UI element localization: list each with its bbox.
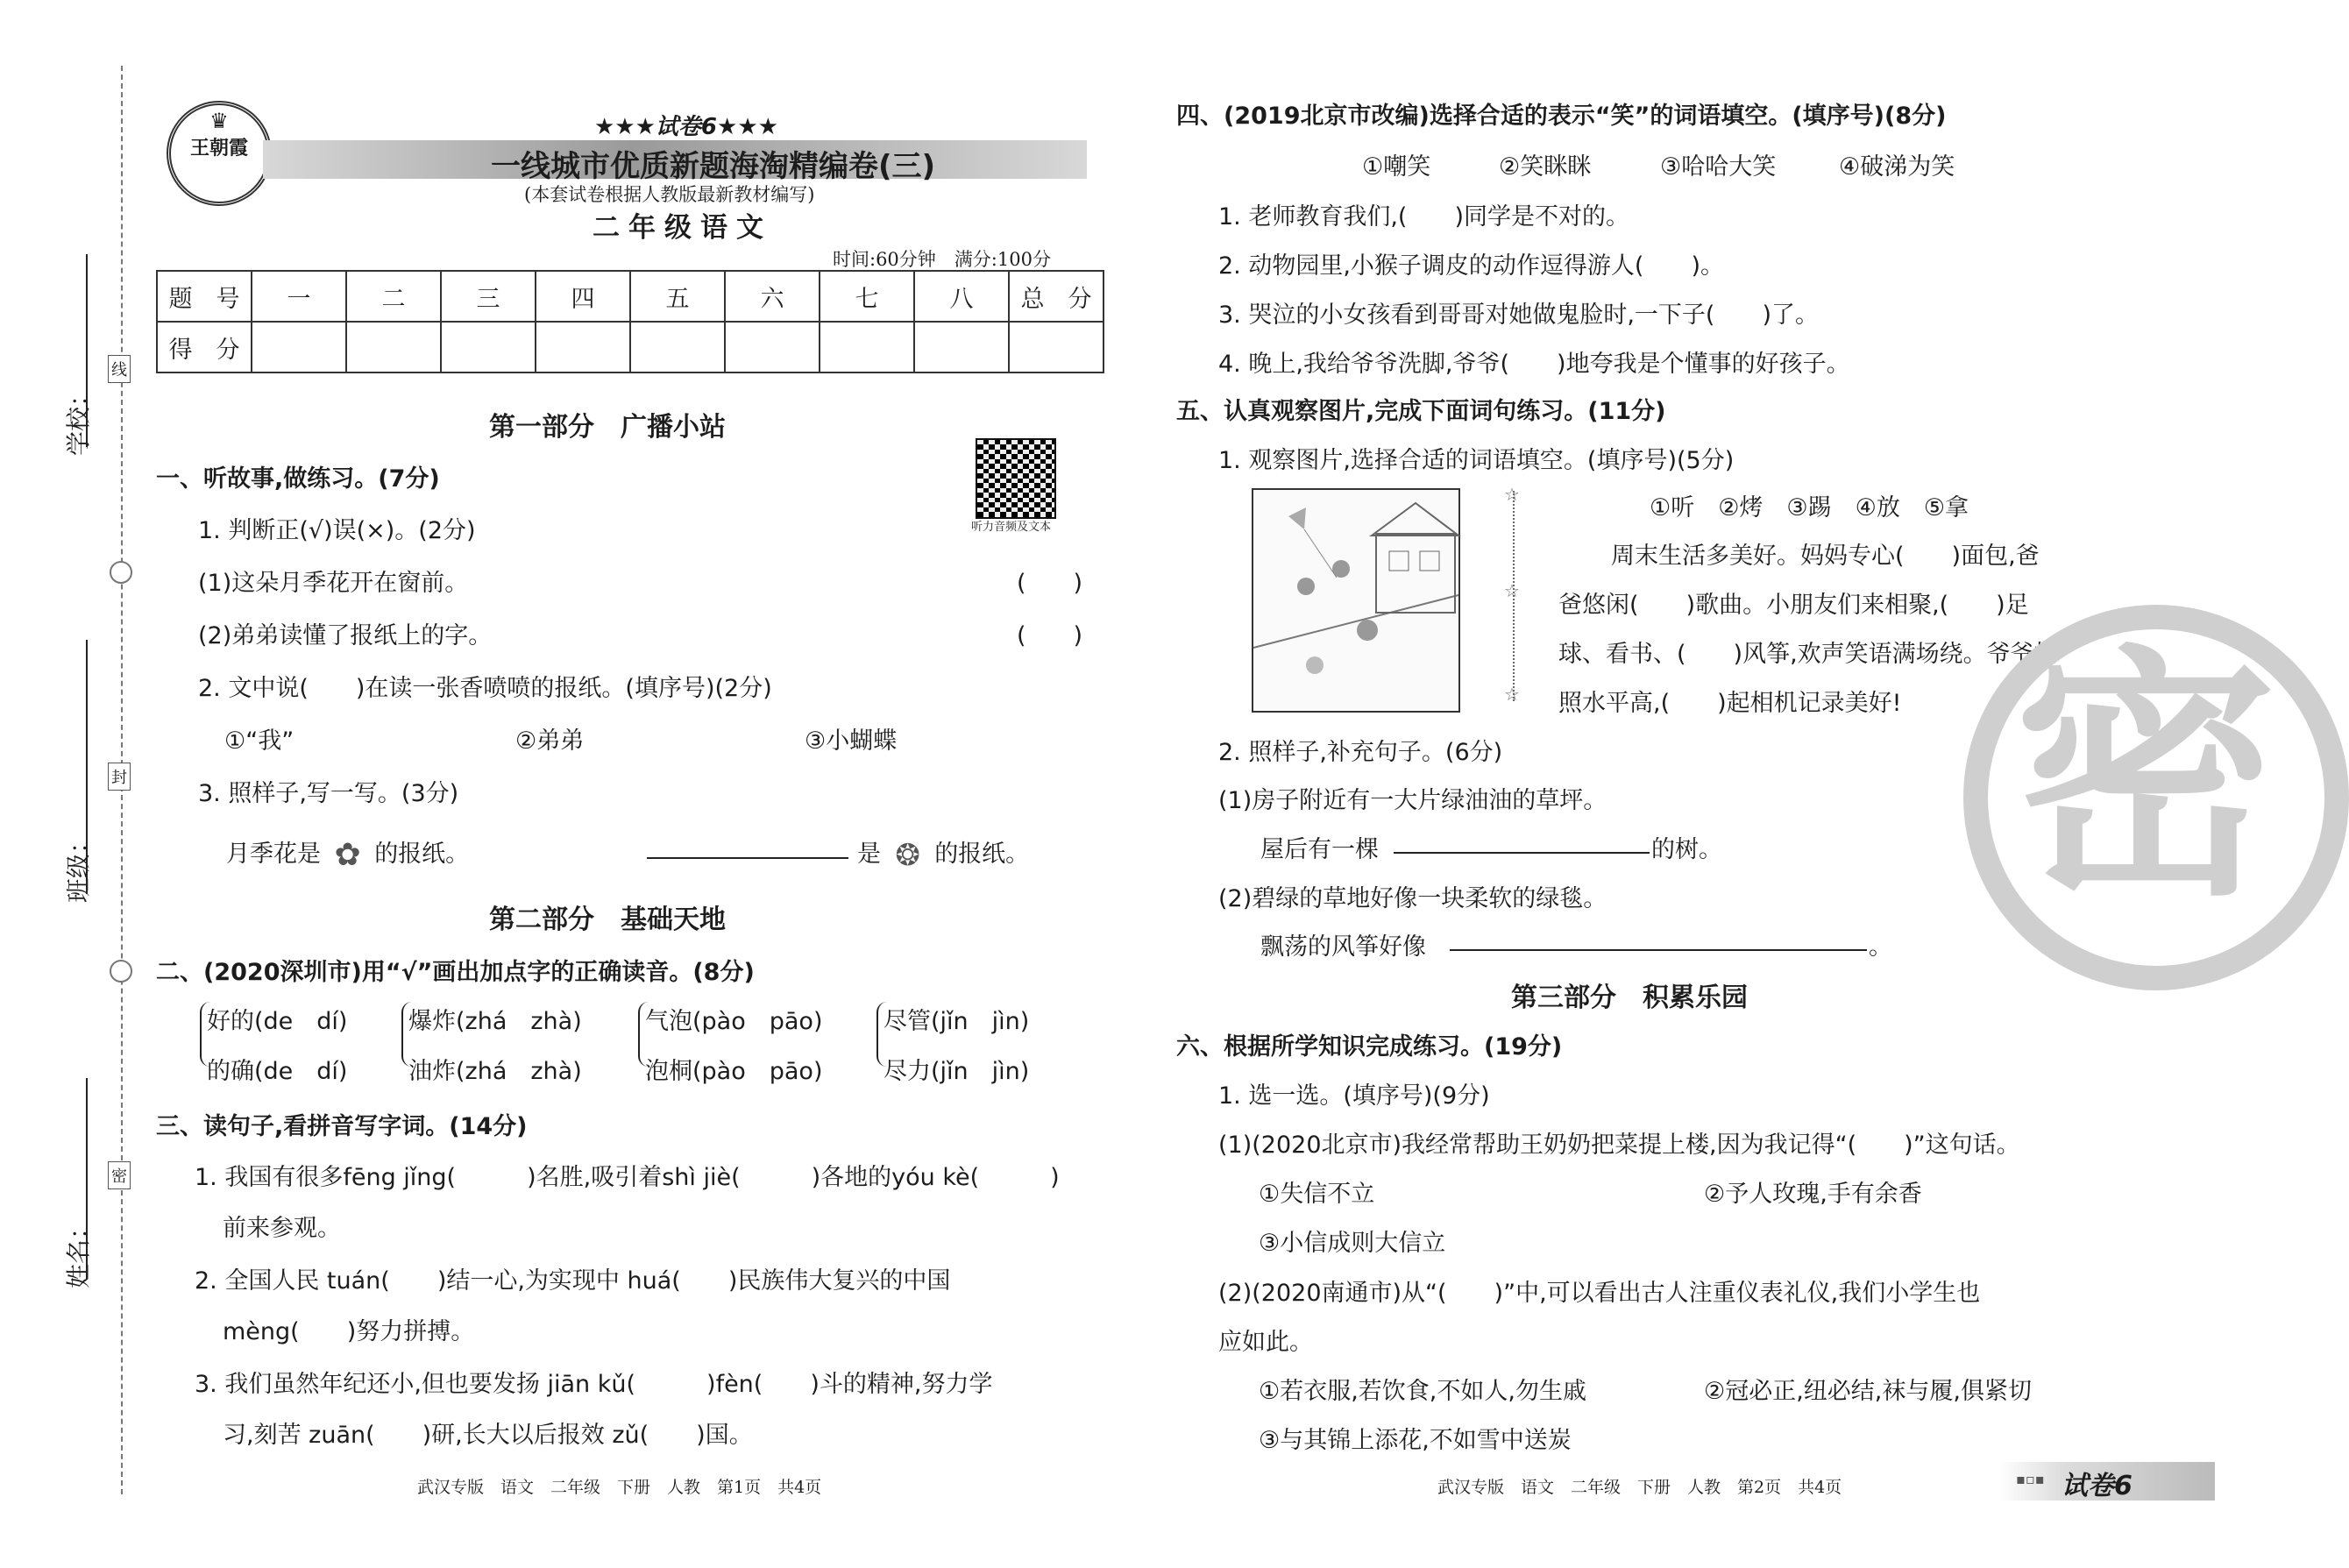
score-blank[interactable] xyxy=(441,322,536,372)
corner-squares-icon: ▪▫▪ xyxy=(2016,1471,2045,1487)
subject-title: 二年级语文 xyxy=(593,212,772,244)
q1-2-option: ①“我” xyxy=(224,727,295,755)
q1-heading: 一、听故事,做练习。(7分) xyxy=(156,465,440,493)
score-blank[interactable] xyxy=(820,322,914,372)
q5-1-passage[interactable]: 球、看书、( )风筝,欢声笑语满场绕。爷爷拍 xyxy=(1558,641,2058,668)
weekend-scene-illustration xyxy=(1252,488,1460,713)
q1-1b: (2)弟弟读懂了报纸上的字。 xyxy=(198,622,493,649)
confidential-watermark xyxy=(1963,605,2349,990)
q5-1: 1. 观察图片,选择合适的词语填空。(填序号)(5分) xyxy=(1218,447,1735,474)
star-icon: ☆ xyxy=(1504,580,1520,601)
binding-hole-icon xyxy=(110,960,132,983)
q6-1-1-option: ①失信不立 xyxy=(1259,1181,1375,1208)
q5-2a-blank[interactable] xyxy=(1394,852,1650,854)
class-label: 班级： xyxy=(64,828,93,903)
q4-option: ①嘲笑 xyxy=(1362,153,1431,181)
q4-3[interactable]: 3. 哭泣的小女孩看到哥哥对她做鬼脸时,一下子( )了。 xyxy=(1218,302,1819,329)
q4-option: ②笑眯眯 xyxy=(1499,153,1592,181)
frog-icon: ❂ xyxy=(895,837,920,873)
score-row-label: 得 分 xyxy=(157,322,252,372)
score-blank[interactable] xyxy=(630,322,725,372)
q4-2[interactable]: 2. 动物园里,小猴子调皮的动作逗得游人( )。 xyxy=(1218,252,1724,280)
score-cell: 四 xyxy=(536,271,630,322)
score-blank[interactable] xyxy=(725,322,820,372)
q5-1-passage[interactable]: 照水平高,( )起相机记录美好! xyxy=(1558,690,1902,717)
q3-2b[interactable]: mèng( )努力拼搏。 xyxy=(223,1318,475,1345)
binding-hole-icon xyxy=(110,561,132,584)
q6-1-2-option: ②冠必正,纽必结,袜与履,俱紧切 xyxy=(1704,1378,2032,1405)
q6-1: 1. 选一选。(填序号)(9分) xyxy=(1218,1082,1490,1110)
paper-badge: ★★★试卷6★★★ xyxy=(594,114,778,140)
q1-3-example xyxy=(226,834,469,875)
part2-heading: 第二部分 基础天地 xyxy=(489,905,726,935)
q6-1-2b: 应如此。 xyxy=(1218,1329,1313,1356)
qr-caption: 听力音频及文本 xyxy=(971,521,1052,534)
q4-heading: 四、(2019北京市改编)选择合适的表示“笑”的词语填空。(填序号)(8分) xyxy=(1176,103,1947,130)
score-blank[interactable] xyxy=(536,322,630,372)
score-blank[interactable] xyxy=(252,322,346,372)
q5-2b-fill-end: 。 xyxy=(1869,933,1892,961)
q6-1-1[interactable]: (1)(2020北京市)我经常帮助王奶奶把菜提上楼,因为我记得“( )”这句话。 xyxy=(1218,1132,2020,1159)
q2-item[interactable]: 尽管(jǐn jìn) xyxy=(884,1008,1030,1035)
q5-2a: (1)房子附近有一大片绿油油的草坪。 xyxy=(1218,787,1607,814)
score-cell: 三 xyxy=(441,271,536,322)
score-cell: 七 xyxy=(820,271,914,322)
score-cell: 二 xyxy=(346,271,441,322)
paper-note: (本套试卷根据人教版最新教材编写) xyxy=(524,184,815,205)
class-underline xyxy=(86,640,88,894)
logo-text: 王朝霞 xyxy=(189,138,248,160)
score-cell: 六 xyxy=(725,271,820,322)
q6-1-2-option: ③与其锦上添花,不如雪中送炭 xyxy=(1259,1427,1572,1454)
weekend-scene-drawing xyxy=(1253,490,1458,711)
left-footer: 武汉专版 语文 二年级 下册 人教 第1页 共4页 xyxy=(417,1478,822,1497)
q5-1-passage[interactable]: 爸悠闲( )歌曲。小朋友们来相聚,( )足 xyxy=(1558,592,2029,619)
q1-1: 1. 判断正(√)误(×)。(2分) xyxy=(198,517,476,544)
q6-1-2a[interactable]: (2)(2020南通市)从“( )”中,可以看出古人注重仪表礼仪,我们小学生也 xyxy=(1218,1280,1981,1307)
paper-title: 一线城市优质新题海淘精编卷(三) xyxy=(491,149,936,184)
watermark-char: 密 xyxy=(2014,625,2277,931)
q3-1a[interactable]: 1. 我国有很多fēng jǐng( )名胜,吸引着shì jiè( )各地的yóu kè( ) xyxy=(195,1164,1060,1191)
score-blank[interactable] xyxy=(914,322,1009,372)
score-cell: 五 xyxy=(630,271,725,322)
q2-item[interactable]: 泡桐(pào pāo) xyxy=(645,1058,823,1085)
q1-2-option: ③小蝴蝶 xyxy=(805,727,898,755)
q1-3-text: 是 xyxy=(857,841,881,868)
q6-1-2-option: ①若衣服,若饮食,不如人,勿生戚 xyxy=(1259,1378,1586,1405)
score-blank[interactable] xyxy=(1009,322,1104,372)
flower-icon: ✿ xyxy=(334,836,361,873)
school-label: 学校： xyxy=(64,381,93,456)
q4-option: ③哈哈大笑 xyxy=(1660,153,1777,181)
q5-heading: 五、认真观察图片,完成下面词句练习。(11分) xyxy=(1176,398,1666,425)
q3-3a[interactable]: 3. 我们虽然年纪还小,但也要发扬 jiān kǔ( )fèn( )斗的精神,努力学 xyxy=(195,1371,993,1398)
q1-3-fill xyxy=(857,834,1029,875)
score-blank[interactable] xyxy=(346,322,441,372)
q2-item[interactable]: 气泡(pào pāo) xyxy=(645,1008,823,1035)
q1-3-answer-blank[interactable] xyxy=(647,857,848,859)
seal-mark-feng: 封 xyxy=(108,763,131,791)
star-icon: ☆ xyxy=(1504,484,1520,505)
score-table-header-row xyxy=(157,271,1104,322)
q5-2a-fill-end: 的树。 xyxy=(1651,836,1722,863)
q2-item[interactable]: 油炸(zhá zhà) xyxy=(408,1058,582,1085)
q4-4[interactable]: 4. 晚上,我给爷爷洗脚,爷爷( )地夸我是个懂事的好孩子。 xyxy=(1218,351,1850,378)
q6-heading: 六、根据所学知识完成练习。(19分) xyxy=(1176,1033,1563,1061)
q2-item[interactable]: 的确(de dí) xyxy=(207,1058,348,1085)
school-underline xyxy=(86,254,88,447)
q1-2: 2. 文中说( )在读一张香喷喷的报纸。(填序号)(2分) xyxy=(198,675,772,702)
q2-item[interactable]: 爆炸(zhá zhà) xyxy=(408,1008,582,1035)
q1-3-text: 月季花是 xyxy=(226,841,321,868)
logo-crown-icon: ♛ xyxy=(209,109,229,133)
q4-1[interactable]: 1. 老师教育我们,( )同学是不对的。 xyxy=(1218,203,1629,231)
q3-heading: 三、读句子,看拼音写字词。(14分) xyxy=(156,1113,528,1140)
q5-2b: (2)碧绿的草地好像一块柔软的绿毯。 xyxy=(1218,885,1607,912)
corner-label: 试卷6 xyxy=(2062,1471,2133,1501)
part3-heading: 第三部分 积累乐园 xyxy=(1511,983,1748,1013)
q1-3: 3. 照样子,写一写。(3分) xyxy=(198,780,459,807)
star-icon: ☆ xyxy=(1504,684,1520,705)
q1-1a: (1)这朵月季花开在窗前。 xyxy=(198,570,469,597)
q3-3b[interactable]: 习,刻苦 zuān( )研,长大以后报效 zǔ( )国。 xyxy=(223,1422,753,1449)
name-underline xyxy=(86,1078,88,1280)
q6-1-1-option: ③小信成则大信立 xyxy=(1259,1230,1446,1257)
q5-1-passage[interactable]: 周末生活多美好。妈妈专心( )面包,爸 xyxy=(1611,543,2040,570)
score-cell: 题 号 xyxy=(157,271,252,322)
score-cell: 八 xyxy=(914,271,1009,322)
judge-answer-2[interactable]: ( ) xyxy=(1017,622,1083,649)
score-cell: 总 分 xyxy=(1009,271,1104,322)
q3-1b: 前来参观。 xyxy=(223,1215,341,1242)
q6-1-1-option: ②予人玫瑰,手有余香 xyxy=(1704,1181,1922,1208)
judge-answer-1[interactable]: ( ) xyxy=(1017,570,1083,597)
score-table xyxy=(156,270,1104,373)
q5-2b-blank[interactable] xyxy=(1450,949,1867,951)
q5-2b-fill-start: 飘荡的风筝好像 xyxy=(1260,933,1426,961)
seal-mark-mi: 密 xyxy=(108,1161,131,1189)
logo-seal xyxy=(167,101,272,206)
q1-3-text: 的报纸。 xyxy=(934,841,1030,868)
q1-3-text: 的报纸。 xyxy=(374,841,470,868)
q3-2a[interactable]: 2. 全国人民 tuán( )结一心,为实现中 huá( )民族伟大复兴的中国 xyxy=(195,1267,951,1295)
q5-2: 2. 照样子,补充句子。(6分) xyxy=(1218,739,1503,766)
part1-heading: 第一部分 广播小站 xyxy=(489,412,726,443)
q2-heading: 二、(2020深圳市)用“√”画出加点字的正确读音。(8分) xyxy=(156,959,755,986)
q1-2-option: ②弟弟 xyxy=(515,727,585,755)
score-table-score-row xyxy=(157,322,1104,372)
q2-item[interactable]: 尽力(jǐn jìn) xyxy=(884,1058,1030,1085)
q2-item[interactable]: 好的(de dí) xyxy=(207,1008,348,1035)
q4-option: ④破涕为笑 xyxy=(1839,153,1955,181)
right-footer: 武汉专版 语文 二年级 下册 人教 第2页 共4页 xyxy=(1437,1478,1842,1497)
seal-mark-xian: 线 xyxy=(108,355,131,383)
name-label: 姓名： xyxy=(64,1214,93,1288)
time-score: 时间:60分钟 满分:100分 xyxy=(833,249,1051,270)
q5-2a-fill-start: 屋后有一棵 xyxy=(1260,836,1379,863)
q5-1-options: ①听 ②烤 ③踢 ④放 ⑤拿 xyxy=(1650,494,1969,521)
score-cell: 一 xyxy=(252,271,346,322)
qr-code xyxy=(976,438,1056,519)
